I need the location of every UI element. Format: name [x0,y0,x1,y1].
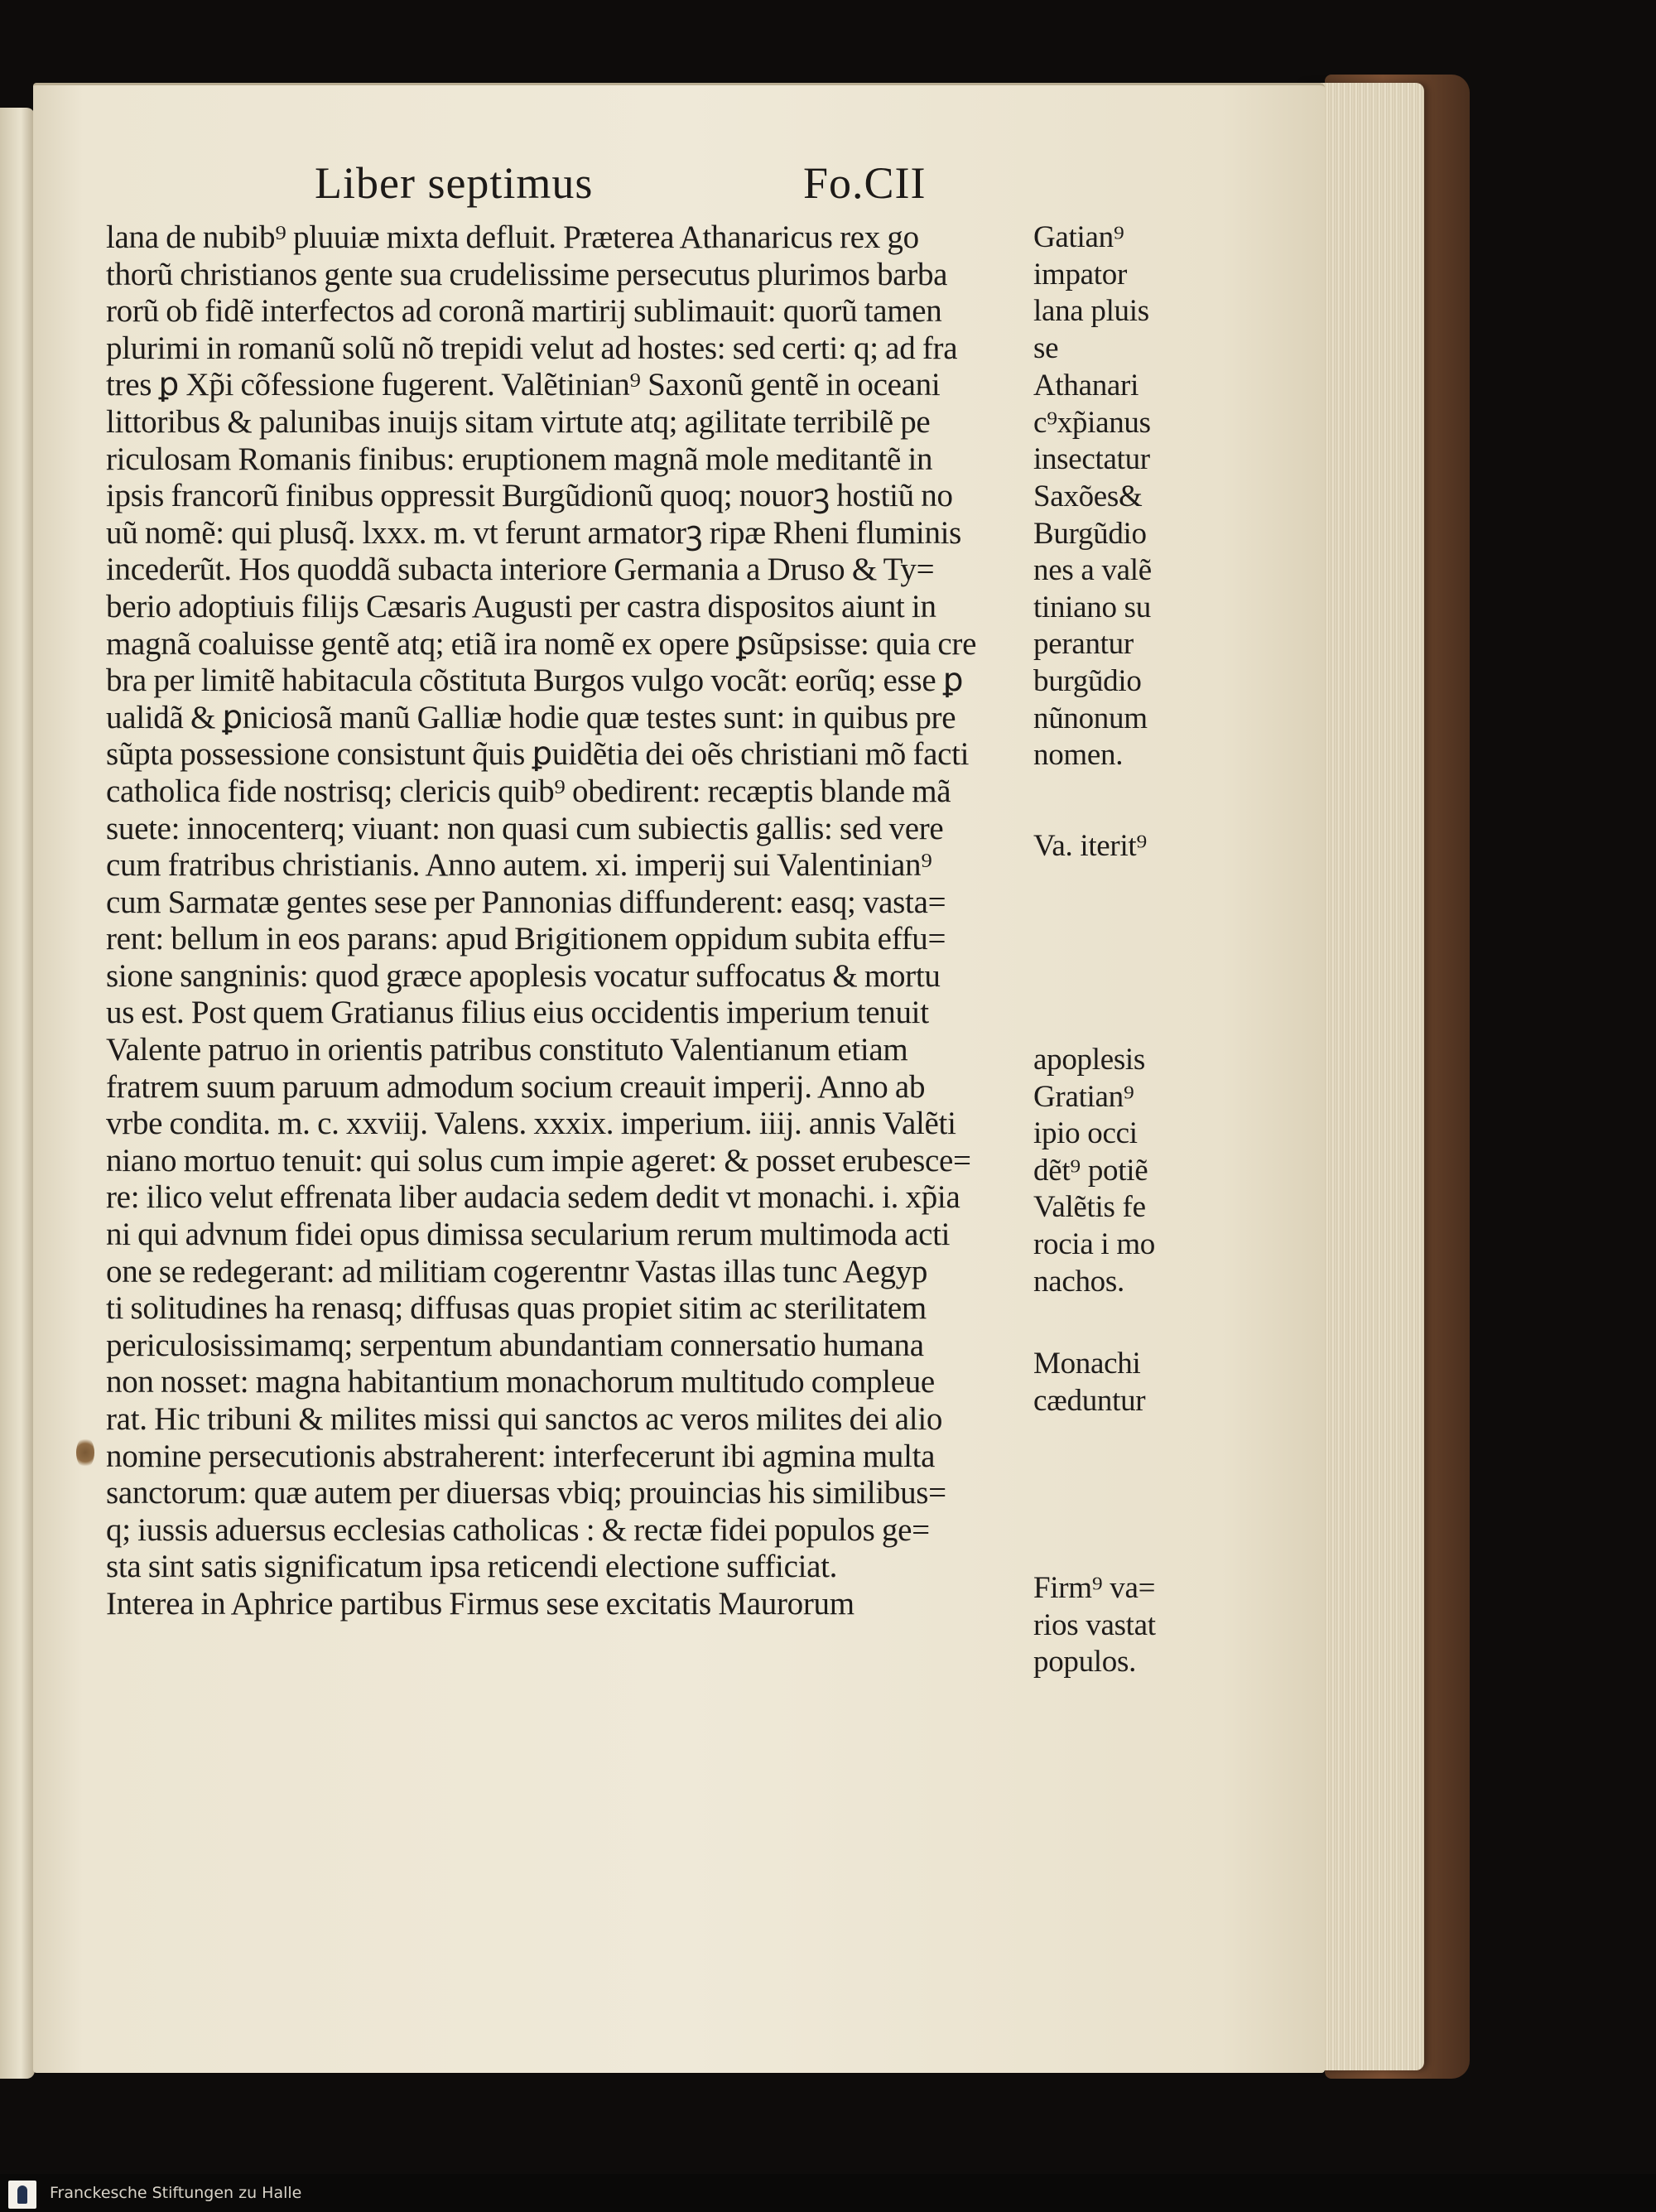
text-line: magnã coaluisse gentẽ atq; etiã ira nomẽ ex opere ꝑsũpsisse: quia cre [106,625,977,662]
margin-note-line: lana pluis [1033,294,1149,329]
page-stain [76,1437,94,1468]
margin-note-group [1033,219,1199,367]
margin-note-group [1033,1570,1199,1681]
text-line: catholica fide nostrisq; clericis quib⁹ obedirent: recæptis blande mã [106,773,951,809]
text-line: ni qui advnum fidei opus dimissa secularium rerum multimoda acti [106,1217,951,1253]
folio-number: Fo.CII [803,158,927,208]
margin-note-group [1033,1346,1199,1419]
margin-note-line: ipio occi [1033,1116,1138,1151]
text-line: re: ilico velut effrenata liber audacia sedem dedit vt monachi. i. xp̃ia [106,1179,960,1216]
margin-note-line: Valẽtis fe [1033,1190,1146,1225]
margin-note-line: nachos. [1033,1264,1124,1299]
margin-note-line: c⁹xp̃ianus [1033,405,1151,440]
text-line: q; iussis aduersus ecclesias catholicas : & rectæ fidei populos ge= [106,1511,930,1548]
text-line: riculosam Romanis finibus: eruptionem magnã mole meditantẽ in [106,441,933,477]
margin-note-line: Monachi [1033,1347,1141,1381]
margin-note-line: Va. iterit⁹ [1033,829,1148,863]
text-line: cum fratribus christianis. Anno autem. xi. imperij sui Valentinian⁹ [106,847,932,884]
margin-note-line: Burgũdio [1033,516,1147,551]
text-line: sta sint satis significatum ipsa reticendi electione sufficiat. [106,1549,838,1585]
text-line: ipsis francorũ finibus oppressit Burgũdionũ quoq; nouorꝫ hostiũ no [106,478,953,514]
margin-note-group [1033,479,1199,774]
margin-note-group [1033,368,1199,479]
margin-note-line: rocia i mo [1033,1226,1156,1261]
text-line: us est. Post quem Gratianus filius eius occidentis imperium tenuit [106,995,929,1031]
text-line: sũpta possessione consistunt q̃uis ꝑuidẽtia dei oẽs christiani mõ facti [106,736,970,773]
margin-note-line: burgũdio [1033,663,1142,698]
text-line: non nosset: magna habitantium monachorum multitudo compleue [106,1364,935,1400]
margin-note-line: perantur [1033,627,1134,662]
margin-note-line: nũnonum [1033,701,1148,735]
margin-note-line: populos. [1033,1645,1137,1679]
margin-note-line: se [1033,330,1059,365]
text-line: littoribus & palunibas inuijs sitam virtute atq; agilitate terribilẽ pe [106,403,931,440]
margin-note-line: Athanari [1033,369,1139,402]
text-line: rent: bellum in eos parans: apud Brigitionem oppidum subita effu= [106,921,946,957]
text-line: ti solitudines ha renasq; diffusas quas propiet sitim ac sterilitatem [106,1290,927,1327]
margin-note-line: Gatian⁹ [1033,220,1124,254]
text-line: cum Sarmatæ gentes sese per Pannonias diffunderent: easq; vasta= [106,884,946,920]
margin-note-line: nomen. [1033,738,1124,773]
margin-note-line: insectatur [1033,442,1150,477]
margin-note-line: nes a valẽ [1033,553,1152,588]
margin-note-line: Saxões& [1033,480,1143,513]
margin-note-line: tiniano su [1033,590,1151,624]
text-line: nomine persecutionis abstraherent: interfecerunt ibi agmina multa [106,1438,936,1474]
text-line: suete: innocenterq; viuant: non quasi cum subiectis gallis: sed vere [106,810,944,846]
margin-note-line: apoplesis [1033,1043,1146,1077]
text-line: niano mortuo tenuit: qui solus cum impie ageret: & posset erubesce= [106,1142,971,1178]
main-text-block [106,219,1025,1623]
page-header [315,157,960,215]
text-line: rorũ ob fidẽ interfectos ad coronã martirij sublimauit: quorũ tamen [106,293,942,330]
text-line: vrbe condita. m. c. xxviij. Valens. xxxix. imperium. iiij. annis Valẽti [106,1106,956,1142]
viewer-footer [0,2174,1656,2212]
margin-note-line: dẽt⁹ potiẽ [1033,1153,1148,1188]
text-line: berio adoptiuis filijs Cæsaris Augusti per castra dispositos aiunt in [106,588,936,624]
margin-note-line: cæduntur [1033,1383,1146,1418]
text-line: fratrem suum paruum admodum socium creauit imperij. Anno ab [106,1068,926,1105]
institution-logo-icon [8,2181,36,2209]
margin-note-line: rios vastat [1033,1607,1156,1642]
margin-note-group [1033,1042,1199,1300]
text-line: bra per limitẽ habitacula cõstituta Burgos vulgo vocãt: eorũq; esse ꝑ [106,663,964,699]
margin-note-line: Gratian⁹ [1033,1079,1134,1114]
text-line: uũ nomẽ: qui plusq̃. lxxx. m. vt ferunt armatorꝫ ripæ Rheni fluminis [106,514,962,551]
text-line: rat. Hic tribuni & milites missi qui sanctos ac veros milites dei alio [106,1401,943,1437]
text-line: Interea in Aphrice partibus Firmus sese excitatis Maurorum [106,1585,854,1622]
text-line: periculosissimamq; serpentum abundantiam connersatio humana [106,1327,924,1363]
institution-name: Franckesche Stiftungen zu Halle [50,2184,302,2202]
margin-note-group [1033,828,1199,865]
margin-note-line: impator [1033,257,1127,292]
text-line: incederũt. Hos quoddã subacta interiore Germania a Druso & Ty= [106,552,935,588]
running-title: Liber septimus [315,158,594,208]
text-line: plurimi in romanũ solũ nõ trepidi velut ad hostes: sed certi: q; ad fra [106,330,958,366]
text-line: sanctorum: quæ autem per diuersas vbiq; prouincias his similibus= [106,1475,946,1511]
text-line: thorũ christianos gente sua crudelissime persecutus plurimos barba [106,256,948,292]
margin-note-line: Firm⁹ va= [1033,1571,1156,1605]
text-line: tres ꝑ Xp̃i cõfessione fugerent. Valẽtinian⁹ Saxonũ gentẽ in oceani [106,367,941,403]
text-line: one se redegerant: ad militiam cogerentnr Vastas illas tunc Aegyp [106,1253,928,1289]
text-line: sione sangninis: quod græce apoplesis vocatur suffocatus & mortu [106,957,941,994]
text-line: lana de nubib⁹ pluuiæ mixta defluit. Præterea Athanaricus rex go [106,219,919,255]
text-line: ualidã & ꝑniciosã manũ Galliæ hodie quæ testes sunt: in quibus pre [106,699,956,735]
text-line: Valente patruo in orientis patribus constituto Valentianum etiam [106,1032,908,1068]
previous-page-edge [0,108,35,2079]
